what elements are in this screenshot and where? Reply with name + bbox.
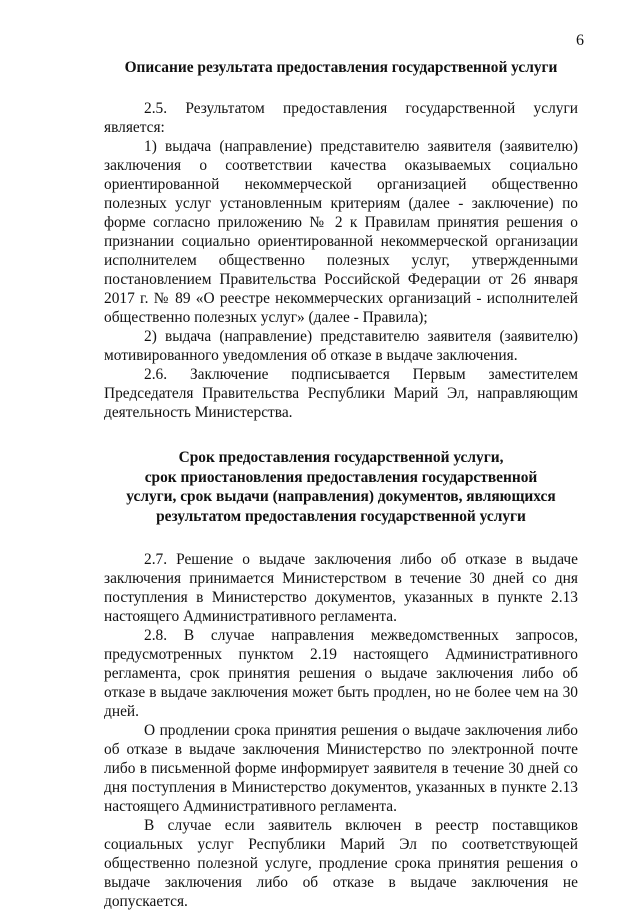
- paragraph-2-6: 2.6. Заключение подписывается Первым заместителем Председателя Правительства Республики Марий Эл, направляющим деятельность Министерства.: [104, 366, 578, 421]
- section-heading-terms: Срок предоставления государственной услуги, срок приостановления предоставления государственной услуги, срок выдачи (направления) документов, являющихся результатом предоставления государственной услуги: [126, 449, 556, 525]
- paragraph-2-7: 2.7. Решение о выдаче заключения либо об отказе в выдаче заключения принимается Министерством в течение 30 дней со дня поступления в Министерство документов, указанных в пункте 2.13 настоящего Административного регламента.: [104, 551, 578, 625]
- paragraph-2-5-item-2: 2) выдача (направление) представителю заявителя (заявителю) мотивированного уведомления об отказе в выдаче заключения.: [104, 328, 578, 364]
- paragraph-registry: В случае если заявитель включен в реестр поставщиков социальных услуг Республики Марий Эл по соответствующей общественно полезной услуге, продление срока принятия решения о выдаче заключения либо об отказе в выдаче заключения не допускается.: [104, 817, 578, 910]
- section-heading-result: Описание результата предоставления государственной услуги: [124, 59, 558, 76]
- paragraph-extension: О продлении срока принятия решения о выдаче заключения либо об отказе в выдаче заключения Министерство по электронной почте либо в письменной форме информирует заявителя в течение 30 дней со дня поступления в Министерство документов, указанных в пункте 2.13 настоящего Административного регламента.: [104, 722, 578, 815]
- paragraph-2-5: 2.5. Результатом предоставления государственной услуги является:: [104, 100, 578, 136]
- paragraph-2-8: 2.8. В случае направления межведомственных запросов, предусмотренных пунктом 2.19 настоящего Административного регламента, срок принятия решения о выдаче заключения либо об отказе в выдаче заключения может быть продлен, но не более чем на 30 дней.: [104, 627, 578, 720]
- document-body: [104, 58, 578, 911]
- page-number: 6: [576, 32, 584, 49]
- paragraph-2-5-item-1: 1) выдача (направление) представителю заявителя (заявителю) заключения о соответствии качества оказываемых социально ориентированной некоммерческой организацией общественно полезных услуг установленным критериям (далее - заключение) по форме согласно приложению № 2 к Правилам принятия решения о признании социально ориентированной некоммерческой организации исполнителем общественно полезных услуг, утвержденными постановлением Правительства Российской Федерации от 26 января 2017 г. № 89 «О реестре некоммерческих организаций - исполнителей общественно полезных услуг» (далее - Правила);: [104, 138, 578, 326]
